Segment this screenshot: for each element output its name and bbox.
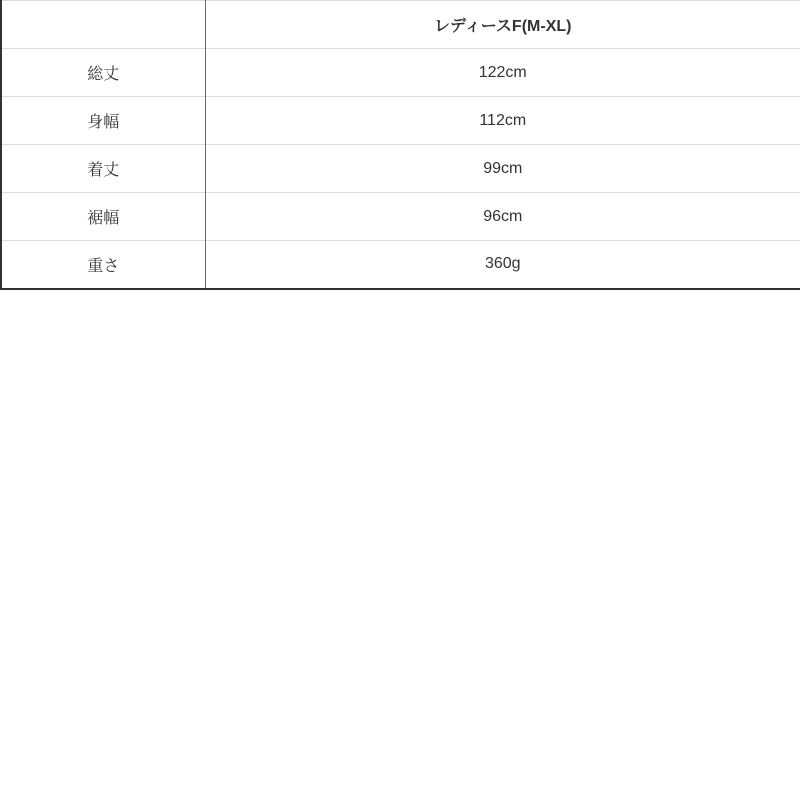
row-label-weight: 重さ — [1, 241, 205, 289]
row-label-hem-width: 裾幅 — [1, 193, 205, 241]
row-value-weight: 360g — [205, 241, 800, 289]
table-row — [1, 241, 800, 289]
row-value-hem-width: 96cm — [205, 193, 800, 241]
row-value-body-width: 112cm — [205, 97, 800, 145]
row-label-length: 着丈 — [1, 145, 205, 193]
row-label-body-width: 身幅 — [1, 97, 205, 145]
row-value-length: 99cm — [205, 145, 800, 193]
header-corner-cell — [1, 1, 205, 49]
table-row — [1, 49, 800, 97]
table-row — [1, 97, 800, 145]
table-header-row — [1, 1, 800, 49]
row-value-total-length: 122cm — [205, 49, 800, 97]
header-size-label: レディースF(M-XL) — [434, 18, 572, 35]
table-row — [1, 145, 800, 193]
row-label-total-length: 総丈 — [1, 49, 205, 97]
table-row — [1, 193, 800, 241]
size-chart-table — [0, 0, 800, 290]
